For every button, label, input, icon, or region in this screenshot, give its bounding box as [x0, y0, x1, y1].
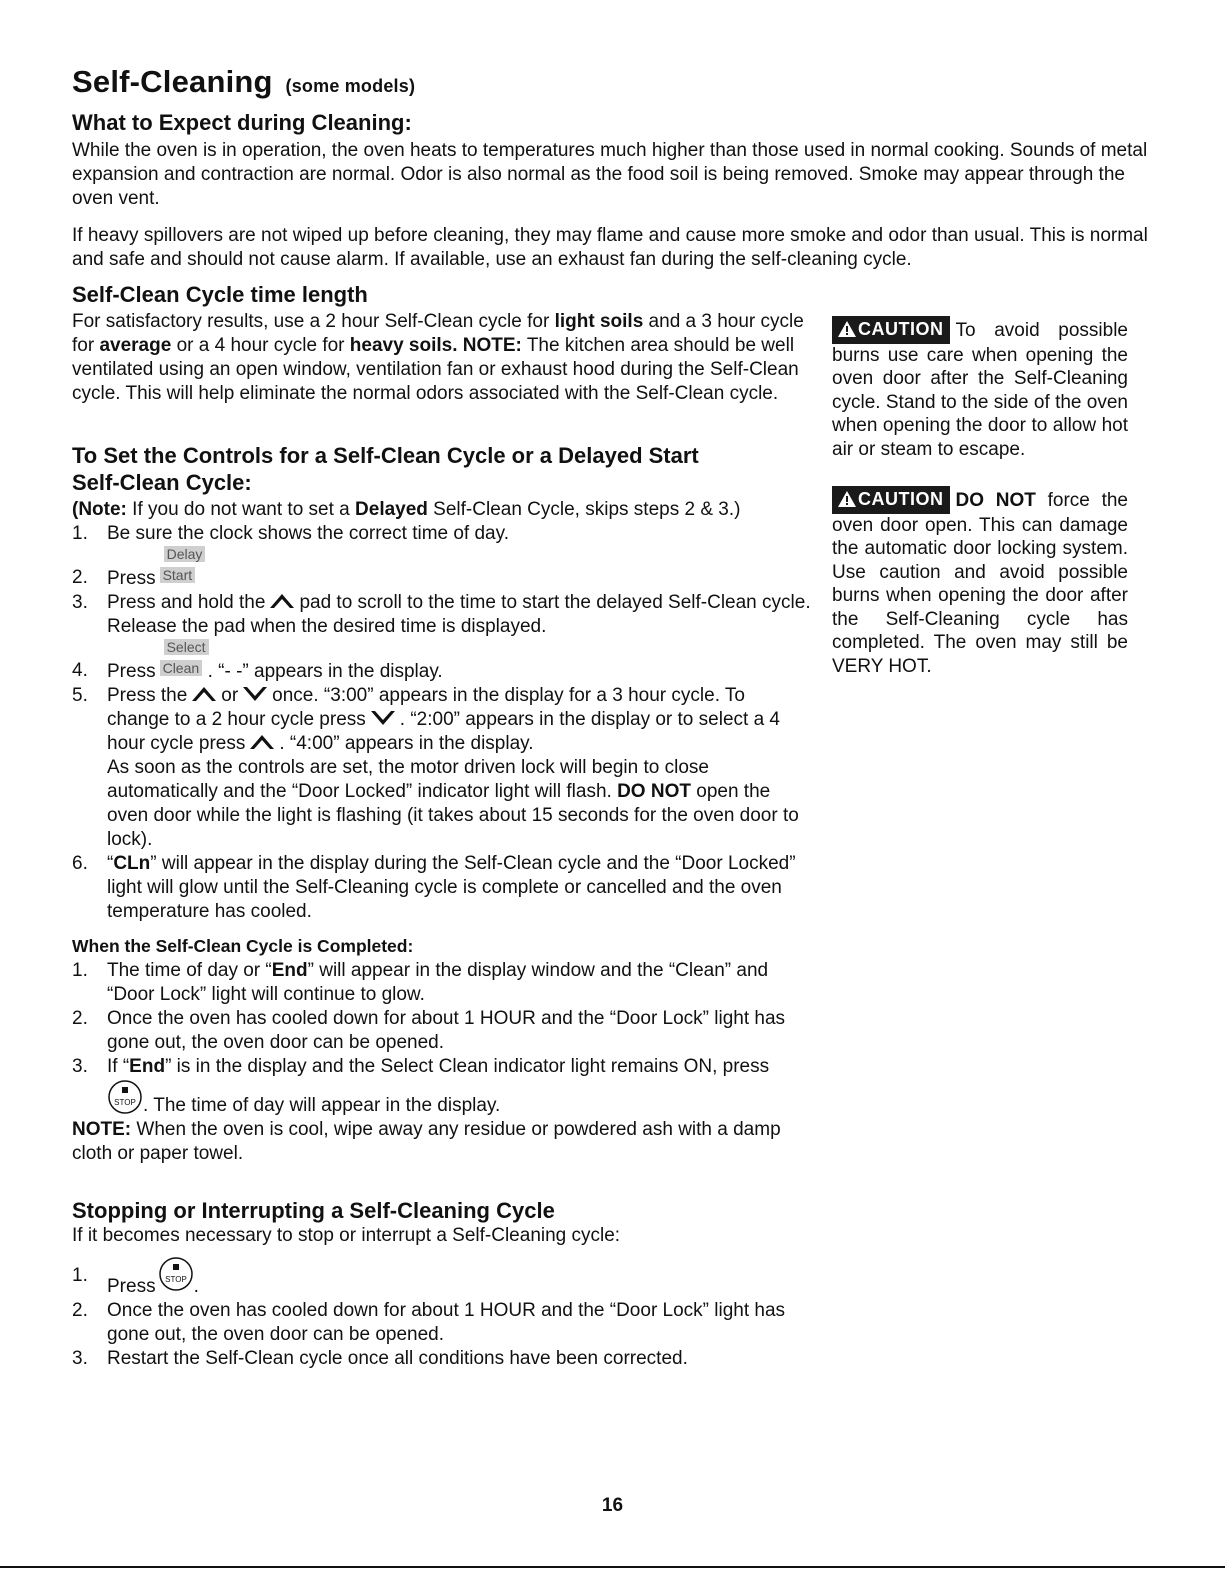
list-item: 6. “CLn” will appear in the display during the Self-Clean cycle and the “Door Locked” light will glow until the Self-Cleaning cycle is complete or cancelled and the oven temperature has cooled.: [72, 853, 796, 922]
page-title: [72, 64, 415, 100]
page-number: 16: [601, 1495, 624, 1516]
stopping-section: [72, 1197, 812, 1371]
list-item: 3. Press and hold the pad to scroll to the time to start the delayed Self-Clean cycle. Release the pad when the desired time is displayed.: [72, 592, 811, 637]
svg-text:STOP: STOP: [114, 1098, 136, 1107]
expect-section: [72, 109, 1152, 272]
expect-heading: What to Expect during Cleaning:: [72, 110, 412, 135]
bottom-rule: [0, 1566, 1225, 1568]
title-sub: (some models): [285, 76, 416, 96]
cycle-length-section: [72, 281, 807, 406]
title-main: Self-Cleaning: [72, 64, 273, 99]
stopping-intro: If it becomes necessary to stop or interrupt a Self-Cleaning cycle:: [72, 1225, 621, 1246]
list-item: 1. The time of day or “End” will appear in the display window and the “Clean” and “Door Lock” light will continue to glow.: [72, 960, 769, 1005]
list-item: 4. Press Select Clean . “- -” appears in the display.: [72, 639, 443, 682]
completed-steps: [72, 959, 812, 1118]
warning-icon: [838, 321, 856, 337]
caution-note-1: CAUTION To avoid possible burns use care when opening the oven door after the Self-Cleaning cycle. Stand to the side of the oven when opening the door to allow hot air or steam to escape.: [832, 316, 1128, 461]
list-item: 2. Press Delay Start: [72, 566, 812, 591]
completed-section: [72, 935, 812, 1166]
select-clean-pad: Select Clean: [160, 659, 208, 677]
svg-text:STOP: STOP: [164, 1275, 187, 1284]
completed-note: NOTE: When the oven is cool, wipe away any residue or powdered ash with a damp cloth or paper towel.: [72, 1119, 781, 1164]
list-item: 5. Press the or once. “3:00” appears in the display for a 3 hour cycle. To change to a 2 hour cycle press . “2:00” appears in the display or to select a 4 hour cycle press . “4:00” appears in the display. As soon as the controls are set, the motor driven lock will begin to close automatically and the “Door Locked” indicator light will flash. DO NOT open the oven door while the light is flashing (it takes about 15 seconds for the oven door to lock).: [72, 685, 799, 850]
up-arrow-icon: [249, 734, 275, 750]
completed-heading: When the Self-Clean Cycle is Completed:: [72, 936, 414, 956]
cycle-length-heading: Self-Clean Cycle time length: [72, 282, 368, 307]
stopping-heading: Stopping or Interrupting a Self-Cleaning Cycle: [72, 1198, 555, 1223]
list-item: 1. Press STOP .: [72, 1256, 812, 1299]
expect-paragraph-1: While the oven is in operation, the oven heats to temperatures much higher than those used in normal cooking. Sounds of metal expansion and contraction are normal. Odor is also normal as the food soil is being removed. Smoke may appear through the oven vent.: [72, 140, 1148, 209]
caution-note-2: CAUTION DO NOT force the oven door open. This can damage the automatic door locking system. Use caution and avoid possible burns when opening the door after the Self-Cleaning cycle has completed. The oven may still be VERY HOT.: [832, 486, 1128, 678]
delay-start-pad: Delay Start: [160, 566, 212, 584]
down-arrow-icon: [242, 686, 268, 702]
set-controls-note: (Note: If you do not want to set a Delayed Self-Clean Cycle, skips steps 2 & 3.): [72, 499, 741, 520]
list-item: 2. Once the oven has cooled down for about 1 HOUR and the “Door Lock” light has gone out, the oven door can be opened.: [72, 1008, 786, 1053]
set-controls-heading: To Set the Controls for a Self-Clean Cycle or a Delayed Start Self-Clean Cycle:: [72, 443, 699, 495]
set-controls-section: [72, 442, 812, 924]
stopping-steps: [72, 1256, 812, 1371]
list-item: 1. Be sure the clock shows the correct time of day.: [72, 523, 509, 544]
list-item: 2. Once the oven has cooled down for about 1 HOUR and the “Door Lock” light has gone out, the oven door can be opened.: [72, 1300, 786, 1345]
list-item: 3. If “End” is in the display and the Select Clean indicator light remains ON, press STOP . The time of day will appear in the display.: [72, 1056, 770, 1116]
expect-paragraph-2: If heavy spillovers are not wiped up before cleaning, they may flame and cause more smoke and odor than usual. This is normal and safe and should not cause alarm. If available, use an exhaust fan during the self-cleaning cycle.: [72, 225, 1148, 270]
down-arrow-icon: [370, 710, 396, 726]
caution-badge: CAUTION: [832, 316, 950, 344]
stop-button-icon: [107, 1079, 143, 1115]
up-arrow-icon: [191, 686, 217, 702]
up-arrow-icon: [269, 593, 295, 609]
set-controls-steps: [72, 522, 812, 924]
warning-icon: [838, 491, 856, 507]
stop-button-icon: [158, 1256, 194, 1292]
caution-badge: CAUTION: [832, 486, 950, 514]
cycle-length-paragraph: For satisfactory results, use a 2 hour Self-Clean cycle for light soils and a 3 hour cycle for average or a 4 hour cycle for heavy soils. NOTE: The kitchen area should be well ventilated using an open window, ventilation fan or exhaust hood during the Self-Clean cycle. This will help eliminate the normal odors associated with the Self-Clean cycle.: [72, 311, 804, 404]
list-item: 3. Restart the Self-Clean cycle once all conditions have been corrected.: [72, 1348, 688, 1369]
